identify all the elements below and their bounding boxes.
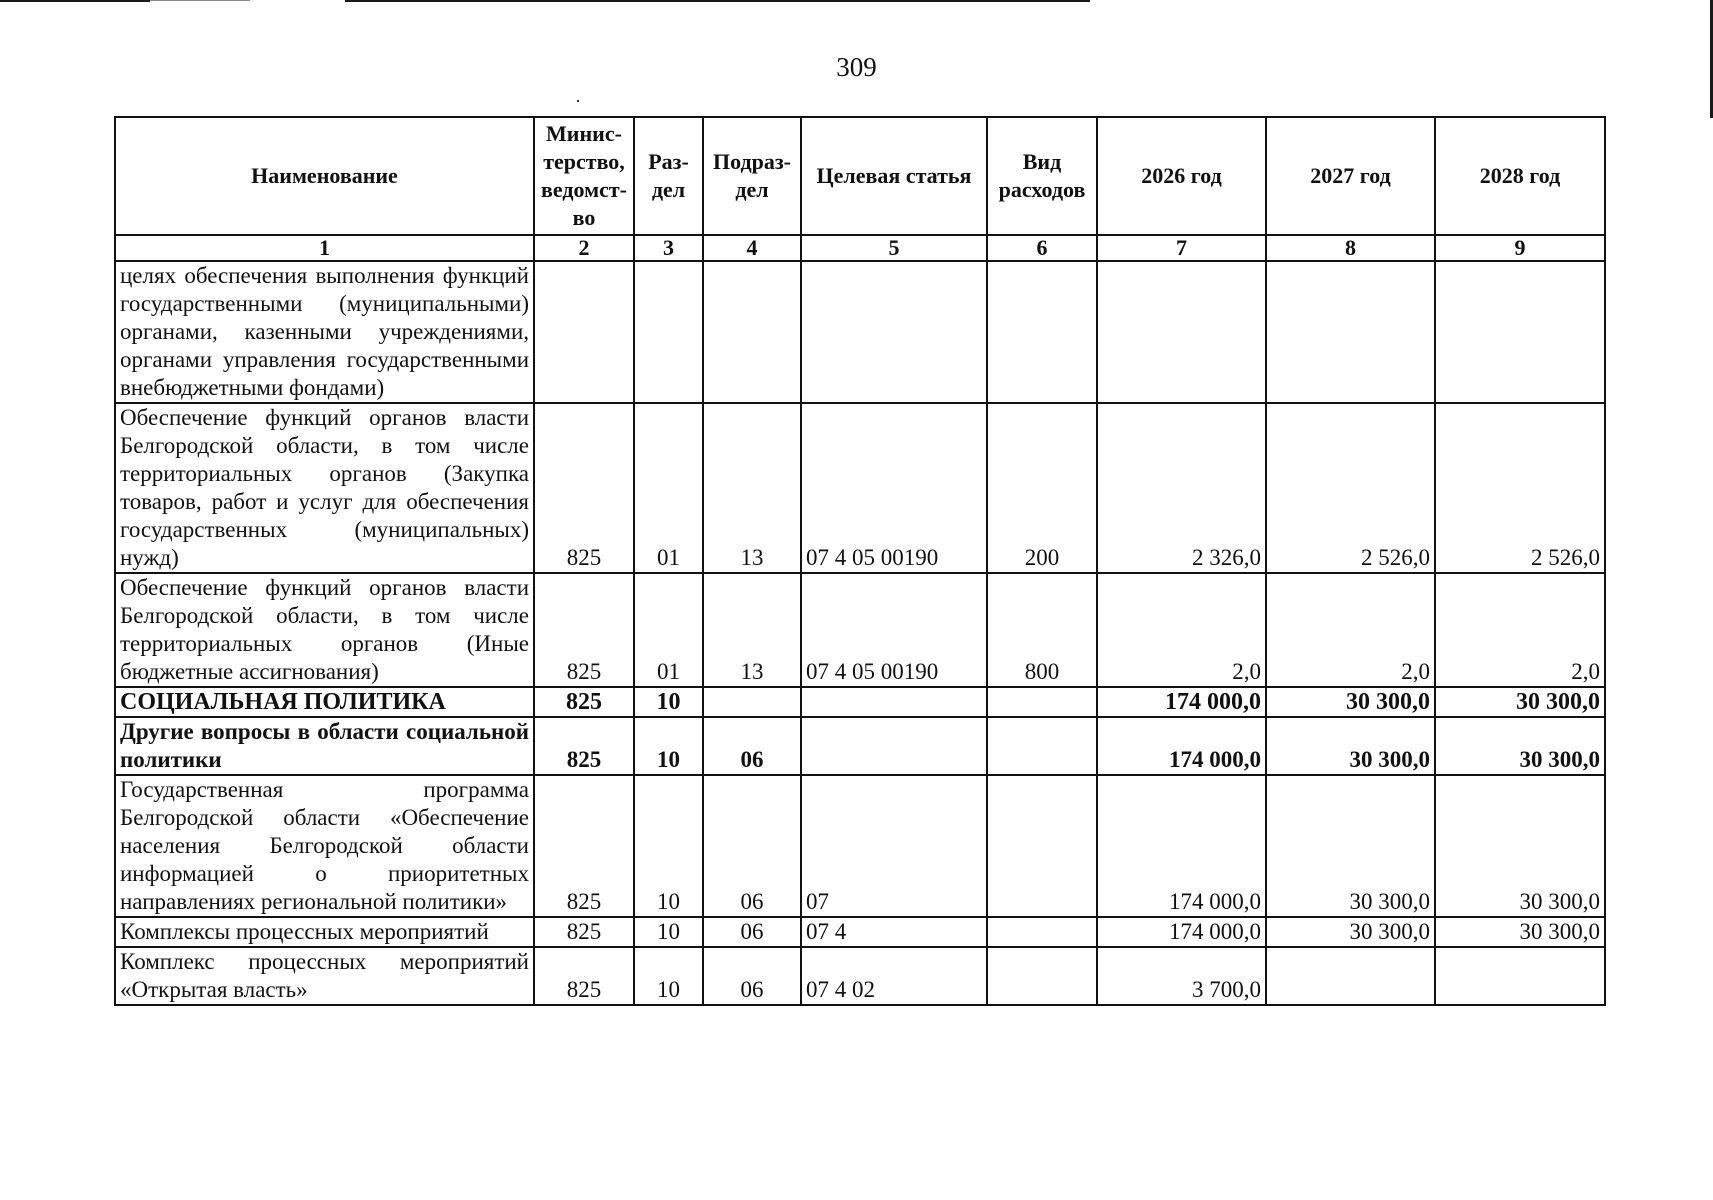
row-ministry bbox=[534, 261, 634, 403]
row-amount-2028: 2,0 bbox=[1435, 573, 1605, 687]
scan-artifact-line bbox=[345, 0, 1090, 2]
row-name: Комплекс процессных мероприятий «Открытая власть» bbox=[115, 947, 534, 1005]
row-expense-kind bbox=[987, 947, 1097, 1005]
row-target-article: 07 4 05 00190 bbox=[801, 573, 987, 687]
row-amount-2027: 30 300,0 bbox=[1266, 775, 1435, 917]
table-row bbox=[115, 775, 1605, 917]
row-amount-2026: 2 326,0 bbox=[1097, 403, 1266, 573]
row-amount-2028 bbox=[1435, 947, 1605, 1005]
scan-speck bbox=[577, 100, 579, 102]
row-amount-2028: 30 300,0 bbox=[1435, 717, 1605, 775]
row-subsection: 13 bbox=[703, 573, 801, 687]
row-amount-2027 bbox=[1266, 947, 1435, 1005]
table-row bbox=[115, 261, 1605, 403]
row-ministry: 825 bbox=[534, 917, 634, 947]
column-header-target-article: Целевая статья bbox=[801, 117, 987, 235]
row-target-article: 07 4 05 00190 bbox=[801, 403, 987, 573]
scan-artifact-line bbox=[150, 0, 250, 1]
row-amount-2028: 30 300,0 bbox=[1435, 687, 1605, 717]
row-amount-2028: 2 526,0 bbox=[1435, 403, 1605, 573]
row-amount-2026: 174 000,0 bbox=[1097, 917, 1266, 947]
column-number-row bbox=[115, 235, 1605, 261]
row-ministry: 825 bbox=[534, 573, 634, 687]
row-target-article: 07 4 02 bbox=[801, 947, 987, 1005]
row-section bbox=[634, 261, 703, 403]
row-amount-2027: 2,0 bbox=[1266, 573, 1435, 687]
column-header-2026: 2026 год bbox=[1097, 117, 1266, 235]
scan-artifact-line bbox=[0, 0, 150, 2]
row-target-article: 07 4 bbox=[801, 917, 987, 947]
table-row bbox=[115, 917, 1605, 947]
column-header-section: Раз-дел bbox=[634, 117, 703, 235]
column-number: 2 bbox=[534, 235, 634, 261]
row-subsection bbox=[703, 687, 801, 717]
row-section: 10 bbox=[634, 947, 703, 1005]
row-amount-2026: 174 000,0 bbox=[1097, 717, 1266, 775]
row-amount-2027: 30 300,0 bbox=[1266, 687, 1435, 717]
row-target-article bbox=[801, 687, 987, 717]
column-header-2028: 2028 год bbox=[1435, 117, 1605, 235]
row-amount-2026 bbox=[1097, 261, 1266, 403]
column-header-subsection: Подраз-дел bbox=[703, 117, 801, 235]
row-target-article: 07 bbox=[801, 775, 987, 917]
row-expense-kind bbox=[987, 717, 1097, 775]
column-number: 1 bbox=[115, 235, 534, 261]
column-number: 5 bbox=[801, 235, 987, 261]
row-amount-2028: 30 300,0 bbox=[1435, 917, 1605, 947]
row-name: Другие вопросы в области социальной политики bbox=[115, 717, 534, 775]
row-amount-2027: 30 300,0 bbox=[1266, 717, 1435, 775]
row-name: целях обеспечения выполнения функций государственными (муниципальными) органами, казенными учреждениями, органами управления государственными внебюджетными фондами) bbox=[115, 261, 534, 403]
row-section: 01 bbox=[634, 573, 703, 687]
budget-table bbox=[114, 116, 1606, 1006]
column-number: 4 bbox=[703, 235, 801, 261]
row-subsection: 06 bbox=[703, 947, 801, 1005]
row-ministry: 825 bbox=[534, 687, 634, 717]
row-expense-kind: 200 bbox=[987, 403, 1097, 573]
column-number: 9 bbox=[1435, 235, 1605, 261]
row-ministry: 825 bbox=[534, 403, 634, 573]
row-expense-kind: 800 bbox=[987, 573, 1097, 687]
row-target-article bbox=[801, 261, 987, 403]
row-subsection bbox=[703, 261, 801, 403]
row-target-article bbox=[801, 717, 987, 775]
column-number: 7 bbox=[1097, 235, 1266, 261]
row-subsection: 13 bbox=[703, 403, 801, 573]
row-amount-2027: 2 526,0 bbox=[1266, 403, 1435, 573]
table-row bbox=[115, 687, 1605, 717]
page-number: 309 bbox=[836, 52, 877, 82]
column-header-expense-kind: Вид расходов bbox=[987, 117, 1097, 235]
column-header-ministry: Минис-терство, ведомст-во bbox=[534, 117, 634, 235]
row-ministry: 825 bbox=[534, 717, 634, 775]
row-section: 10 bbox=[634, 717, 703, 775]
row-amount-2028: 30 300,0 bbox=[1435, 775, 1605, 917]
row-name: Обеспечение функций органов власти Белгородской области, в том числе территориальных органов (Закупка товаров, работ и услуг для обеспечения государственных (муниципальных) нужд) bbox=[115, 403, 534, 573]
column-number: 3 bbox=[634, 235, 703, 261]
row-ministry: 825 bbox=[534, 947, 634, 1005]
column-header-name: Наименование bbox=[115, 117, 534, 235]
row-section: 10 bbox=[634, 687, 703, 717]
row-subsection: 06 bbox=[703, 775, 801, 917]
row-amount-2027: 30 300,0 bbox=[1266, 917, 1435, 947]
row-amount-2026: 3 700,0 bbox=[1097, 947, 1266, 1005]
row-section: 10 bbox=[634, 917, 703, 947]
row-name: Обеспечение функций органов власти Белгородской области, в том числе территориальных органов (Иные бюджетные ассигнования) bbox=[115, 573, 534, 687]
column-number: 6 bbox=[987, 235, 1097, 261]
row-expense-kind bbox=[987, 917, 1097, 947]
table-row bbox=[115, 947, 1605, 1005]
row-section: 01 bbox=[634, 403, 703, 573]
row-amount-2028 bbox=[1435, 261, 1605, 403]
row-name: СОЦИАЛЬНАЯ ПОЛИТИКА bbox=[115, 687, 534, 717]
row-expense-kind bbox=[987, 687, 1097, 717]
table-row bbox=[115, 403, 1605, 573]
row-subsection: 06 bbox=[703, 917, 801, 947]
row-amount-2026: 174 000,0 bbox=[1097, 687, 1266, 717]
table-row bbox=[115, 573, 1605, 687]
table-header-row bbox=[115, 117, 1605, 235]
row-amount-2026: 174 000,0 bbox=[1097, 775, 1266, 917]
column-number: 8 bbox=[1266, 235, 1435, 261]
row-amount-2026: 2,0 bbox=[1097, 573, 1266, 687]
row-amount-2027 bbox=[1266, 261, 1435, 403]
row-expense-kind bbox=[987, 775, 1097, 917]
row-section: 10 bbox=[634, 775, 703, 917]
table-row bbox=[115, 717, 1605, 775]
row-expense-kind bbox=[987, 261, 1097, 403]
column-header-2027: 2027 год bbox=[1266, 117, 1435, 235]
row-ministry: 825 bbox=[534, 775, 634, 917]
row-name: Комплексы процессных мероприятий bbox=[115, 917, 534, 947]
row-subsection: 06 bbox=[703, 717, 801, 775]
row-name: Государственная программа Белгородской области «Обеспечение населения Белгородской области информацией о приоритетных направлениях региональной политики» bbox=[115, 775, 534, 917]
